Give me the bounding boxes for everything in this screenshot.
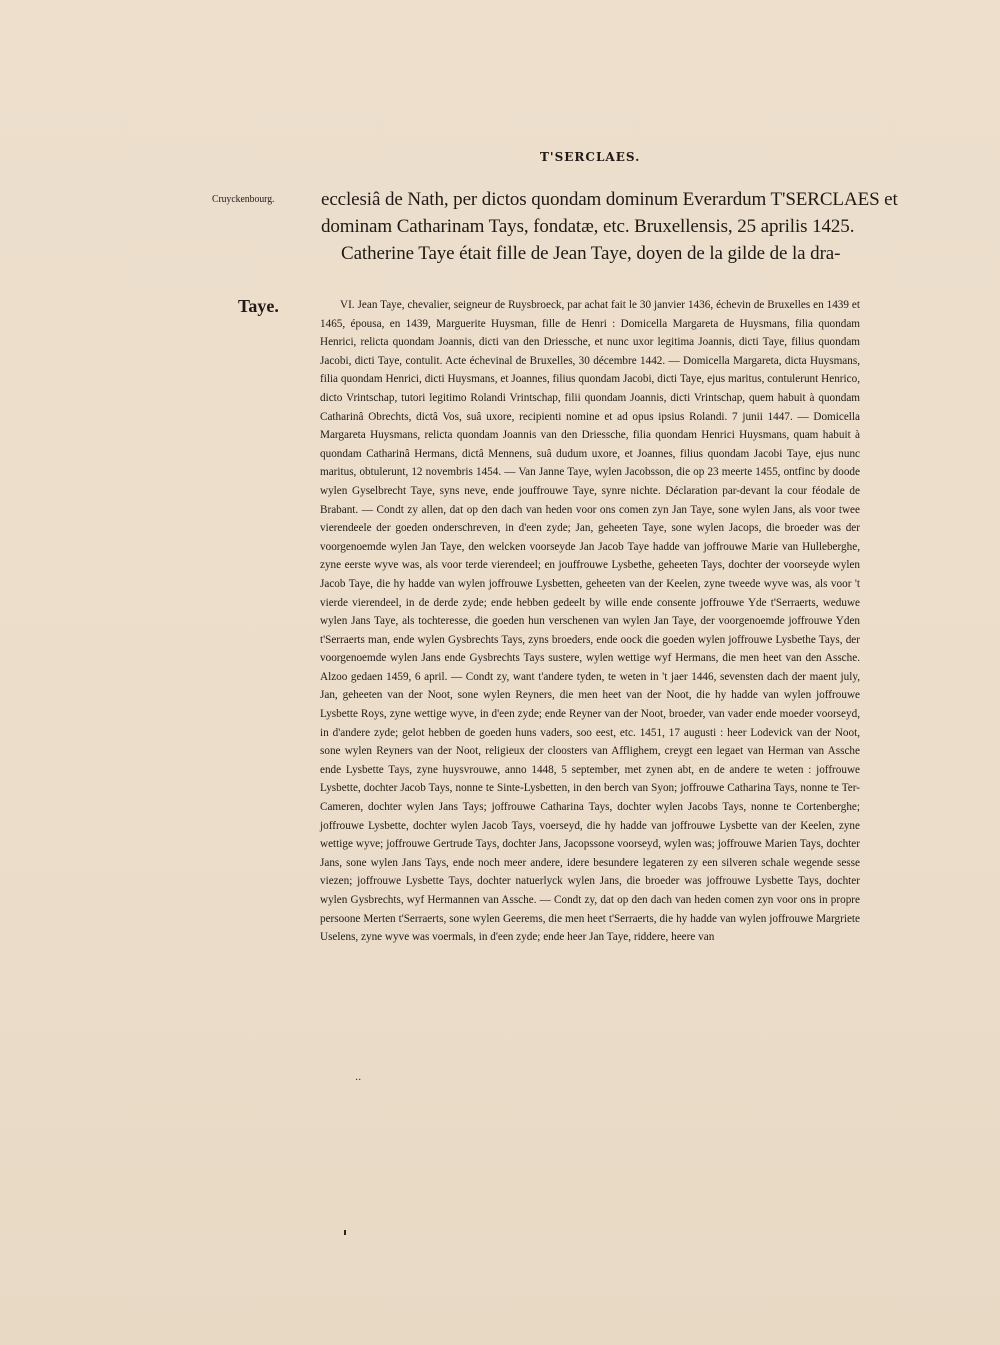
body-paragraph: VI. Jean Taye, chevalier, seigneur de Ruysbroeck, par achat fait le 30 janvier 1436, échevin de Bruxelles en 1439 et 1465, épousa, en 1439, Marguerite Huysman, fille de Henri : Domicella Margareta de Huysmans, filia quondam Henrici, relicta quondam Joannis, dicti van den Driessche, et nunc uxor legitima Joannis, dicti Taye, filius quondam Jacobi, dicti Taye, contulit. Acte échevinal de Bruxelles, 30 décembre 1442. — Domicella Margareta, dicta Huysmans, filia quondam Henrici, dicti Huysmans, et Joannes, filius quondam Jacobi, dicti Taye, ejus maritus, contulerunt Henrico, dicto Vrintschap, tutori legitimo Rolandi Vrintschap, filii quondam Joannis, dicti Vrintschap, quem habuit à quondam Catharinâ Obrechts, dictâ Vos, suâ uxore, recipienti nomine et ad opus ipsius Rolandi. 7 junii 1447. — Domicella Margareta Huysmans, relicta quondam Joannis van den Driessche, filia quondam Henrici Huysmans, quam habuit à quondam Catharinâ Hermans, dictâ Mennens, suâ dudum uxore, et Joannes, filius quondam Jacobi Taye, ejus nunc maritus, obtulerunt, 12 novembris 1454. — Van Janne Taye, wylen Jacobsson, die op 23 meerte 1455, ontfinc by doode wylen Gyselbrecht Taye, syns neve, ende jouffrouwe Taye, synre nichte. Déclaration par-devant la cour féodale de Brabant. — Condt zy allen, dat op den dach van heden voor ons comen zyn Jan Taye, sone wylen Jans, als voor twee vierendeele der goeden onderschreven, in d'een zyde; Jan, geheeten Taye, sone wylen Jacops, die broeder was der voorgenoemde wylen Jan Taye, den welcken voorseyde Jan Jacob Taye hadde van joffrouwe Marie van Hulleberghe, zyne eerste wyve was, als voor terde vierendeel; en jouffrouwe Lysbethe, geheeten Tays, dochter der voorseyde wylen Jacob Taye, die hy hadde van wylen joffrouwe Lysbetten, geheeten van der Keelen, zyne tweede wyve was, als voor 't vierde vierendeel, in de derde zyde; ende hebben gedeelt by wille ende consente joffrouwe Yde t'Serraerts, weduwe wylen Jans Taye, als tochteresse, die goeden hun verschenen van wylen Jan Taye, der voorgenoemde joffrouwe Yden t'Serraerts man, ende wylen Gysbrechts Tays, zyns broeders, ende oock die goeden wylen joffrouwe Lysbethe Tays, der voorgenoemde wylen Jans ende Gysbrechts Tays sustere, wylen wettige wyf Hermans, die men heet van den Assche. Alzoo gedaen 1459, 6 april. — Condt zy, want t'andere tyden, te weten in 't jaer 1446, sevensten dach der maent july, Jan, geheeten van der Noot, sone wylen Reyners, die men heet van der Noot, die hy hadde van wylen joffrouwe Lysbette Roys, zyne wettige wyve, in d'een zyde; ende Reyner van der Noot, broeder, van vader ende moeder voorseyd, in d'andere zyde; gelot hebben de goeden huns vaders, soo eest, etc. 1451, 17 augusti : heer Lodevick van der Noot, sone wylen Reyners van der Noot, religieux der cloosters van Afflighem, creygt een legaet van Herman van Assche ende Lysbette Tays, zyne huysvrouwe, anno 1448, 5 september, met zynen abt, en de andere te weten : joffrouwe Lysbette, dochter Jacob Tays, nonne te Sinte-Lysbetten, in den berch van Syon; joffrouwe Catharina Tays, nonne te Ter-Cameren, dochter wylen Jans Tays; joffrouwe Catharina Tays, dochter wylen Jacobs Tays, nonne te Cortenberghe; joffrouwe Lysbette, dochter wylen Jacob Tays, voerseyd, die hy hadde van joffrouwe Lysbette van der Keelen, zyne wettige wyve; joffrouwe Gertrude Tays, dochter Jans, Jacopssone voorseyd, wylen was; joffrouwe Marien Tays, dochter Jans, sone wylen Jans Tays, ende noch meer andere, idere besundere legateren zy een silveren schale wegende sesse viezen; joffrouwe Lysbette Tays, dochter natuerlyck wylen Jans, die broeder was joffrouwe Lysbette Tays, dochter wylen Gysbrechts, wyf Hermannen van Assche. — Condt zy, dat op den dach van heden comen zyn voor ons in propre persoone Merten t'Serraerts, sone wylen Geerems, die men heet t'Serraerts, die hy hadde van wylen joffrouwe Margriete Uselens, zyne wyve was voermals, in d'een zyde; ende heer Jan Taye, riddere, heere van — [320, 299, 860, 944]
intro-line-1: ecclesiâ de Nath, per dictos quondam dominum Everardum T'SERCLAES et — [321, 189, 898, 210]
section-heading: Taye. — [238, 296, 279, 316]
body-text — [320, 296, 860, 947]
intro-block — [321, 186, 898, 267]
margin-note: Cruyckenbourg. — [212, 193, 275, 205]
intro-line-2: dominam Catharinam Tays, fondatæ, etc. Bruxellensis, 25 aprilis 1425. — [321, 216, 855, 237]
running-head: T'SERCLAES. — [540, 150, 641, 164]
intro-line-3: Catherine Taye était fille de Jean Taye, doyen de la gilde de la dra- — [341, 243, 841, 264]
page-speck — [344, 1230, 346, 1235]
footer-mark: .. — [355, 1072, 362, 1083]
